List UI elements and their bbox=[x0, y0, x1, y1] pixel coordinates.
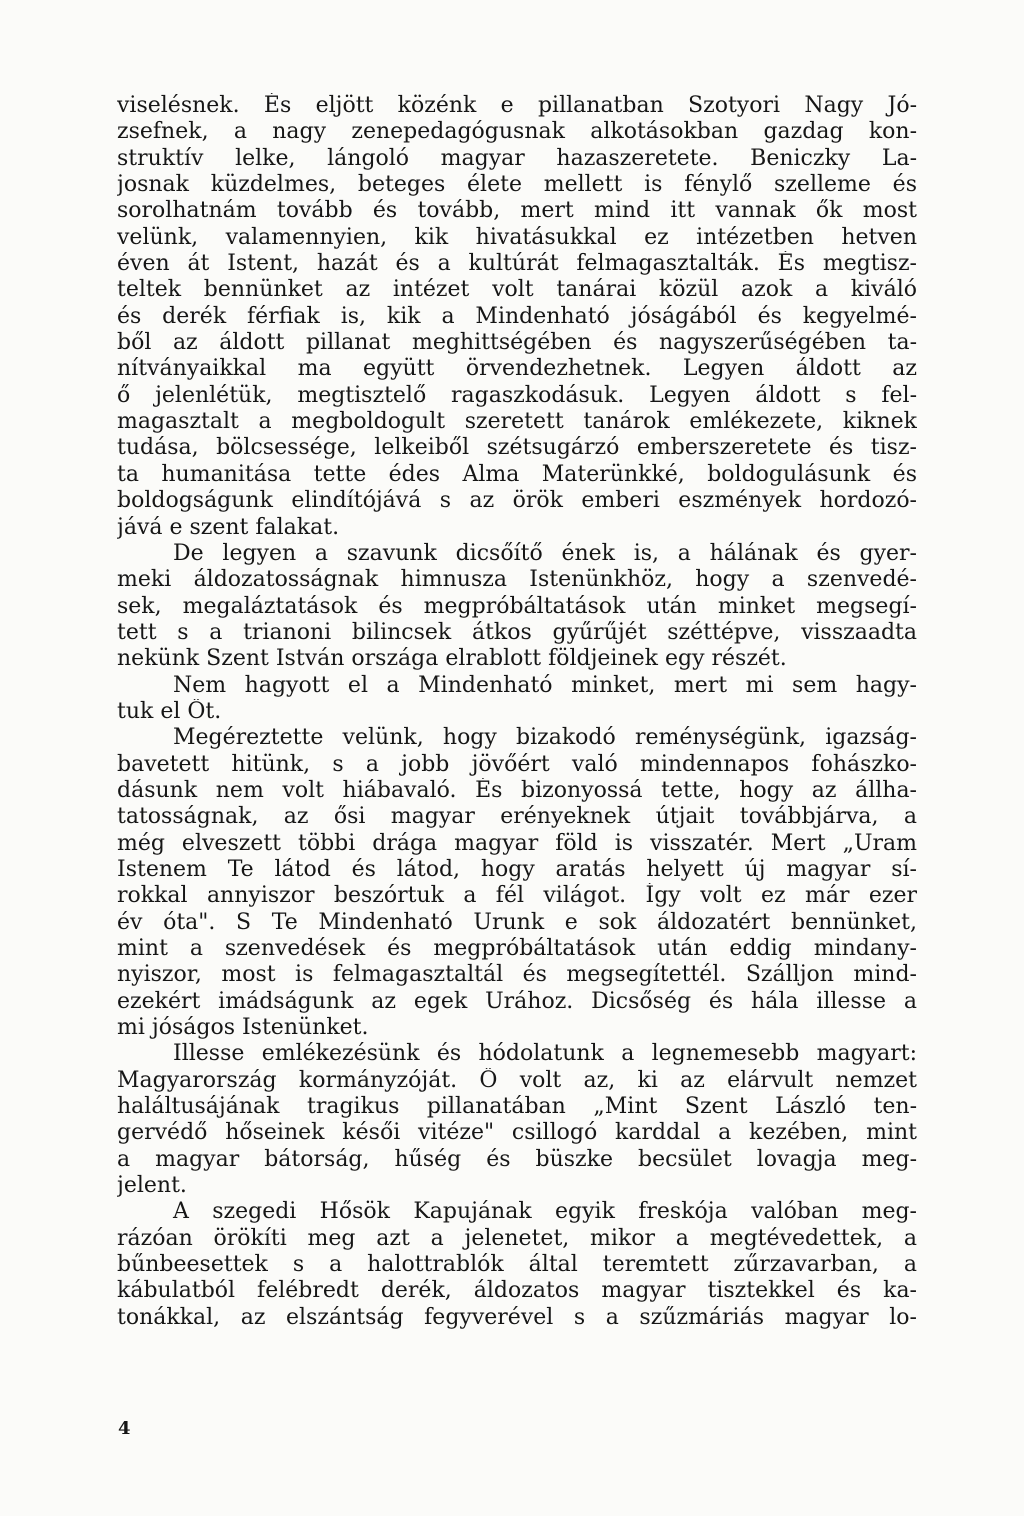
page-number: 4 bbox=[118, 1418, 131, 1439]
text-line: nítványaikkal ma együtt örvendezhetnek. Legyen áldott az bbox=[117, 356, 917, 382]
text-line: josnak küzdelmes, beteges élete mellett is fénylő szelleme és bbox=[117, 172, 917, 198]
text-line: sek, megaláztatások és megpróbáltatások után minket megsegí- bbox=[117, 593, 917, 619]
text-line: sorolhatnám tovább és tovább, mert mind itt vannak ők most bbox=[117, 198, 917, 224]
text-line: a magyar bátorság, hűség és büszke becsület lovagja meg- bbox=[117, 1146, 917, 1172]
paragraph-first-line: De legyen a szavunk dicsőítő ének is, a hálának és gyer- bbox=[173, 540, 917, 566]
text-line: mi jóságos Istenünket. bbox=[117, 1015, 369, 1041]
text-line: Istenem Te látod és látod, hogy aratás helyett új magyar sí- bbox=[117, 856, 917, 882]
text-line: ta humanitása tette édes Alma Materünkké, boldogulásunk és bbox=[117, 461, 917, 487]
text-line: velünk, valamennyien, kik hivatásukkal ez intézetben hetven bbox=[117, 224, 917, 250]
text-line: viselésnek. És eljött közénk e pillanatban Szotyori Nagy Jó- bbox=[117, 93, 917, 118]
text-line: bűnbeesettek s a halottrablók által teremtett zűrzavarban, a bbox=[117, 1252, 917, 1278]
text-line: jává e szent falakat. bbox=[117, 514, 340, 540]
paragraph-first-line: Nem hagyott el a Mindenható minket, mert mi sem hagy- bbox=[173, 672, 917, 698]
text-line: magasztalt a megboldogult szeretett tanárok emlékezete, kiknek bbox=[117, 409, 917, 435]
text-line: nekünk Szent István országa elrablott földjeinek egy részét. bbox=[117, 646, 787, 672]
text-line: gervédő hőseinek késői vitéze" csillogó karddal a kezében, mint bbox=[117, 1120, 917, 1146]
text-line: ből az áldott pillanat meghittségében és nagyszerűségében ta- bbox=[117, 330, 917, 356]
text-line: rázóan örökíti meg azt a jelenetet, mikor a megtévedettek, a bbox=[117, 1225, 917, 1251]
text-line: éven át Istent, hazát és a kultúrát felmagasztalták. És megtisz- bbox=[117, 251, 917, 277]
text-line: tonákkal, az elszántság fegyverével s a szűzmáriás magyar lo- bbox=[117, 1304, 917, 1330]
text-line: haláltusájának tragikus pillanatában „Mint Szent László ten- bbox=[117, 1094, 917, 1120]
body-text bbox=[117, 93, 917, 1331]
text-line: struktív lelke, lángoló magyar hazaszeretete. Beniczky La- bbox=[117, 145, 917, 171]
paragraph-first-line: Illesse emlékezésünk és hódolatunk a legnemesebb magyart: bbox=[173, 1041, 917, 1067]
text-line: meki áldozatosságnak himnusza Istenünkhöz, hogy a szenvedé- bbox=[117, 567, 917, 593]
text-line: tett s a trianoni bilincsek átkos gyűrűjét széttépve, visszaadta bbox=[117, 619, 917, 645]
text-line: nyiszor, most is felmagasztaltál és megsegítettél. Szálljon mind- bbox=[117, 962, 917, 988]
text-line: teltek bennünket az intézet volt tanárai közül azok a kiváló bbox=[117, 277, 917, 303]
text-line: boldogságunk elindítójává s az örök emberi eszmények hordozó- bbox=[117, 488, 917, 514]
text-line: ő jelenlétük, megtisztelő ragaszkodásuk. Legyen áldott s fel- bbox=[117, 382, 917, 408]
text-line: év óta". S Te Mindenható Urunk e sok áldozatért bennünket, bbox=[117, 909, 917, 935]
text-line: rokkal annyiszor beszórtuk a fél világot. Így volt ez már ezer bbox=[117, 883, 917, 909]
text-line: bavetett hitünk, s a jobb jövőért való mindennapos fohászko- bbox=[117, 751, 917, 777]
paragraph-first-line: A szegedi Hősök Kapujának egyik freskója valóban meg- bbox=[173, 1199, 917, 1225]
text-line: Magyarország kormányzóját. Ő volt az, ki az elárvult nemzet bbox=[117, 1067, 917, 1093]
text-line: mint a szenvedések és megpróbáltatások után eddig mindany- bbox=[117, 936, 917, 961]
text-line: dásunk nem volt hiábavaló. És bizonyossá tette, hogy az állha- bbox=[117, 777, 917, 803]
text-line: zsefnek, a nagy zenepedagógusnak alkotásokban gazdag kon- bbox=[117, 119, 917, 145]
text-line: jelent. bbox=[117, 1173, 187, 1199]
text-line: és derék férfiak is, kik a Mindenható jóságából és kegyelmé- bbox=[117, 303, 917, 329]
text-line: tatosságnak, az ősi magyar erényeknek útjait továbbjárva, a bbox=[117, 804, 917, 830]
text-line: kábulatból felébredt derék, áldozatos magyar tisztekkel és ka- bbox=[117, 1278, 917, 1304]
text-line: tuk el Őt. bbox=[117, 698, 222, 724]
text-line: tudása, bölcsessége, lelkeiből szétsugárzó emberszeretete és tisz- bbox=[117, 435, 917, 461]
text-line: ezekért imádságunk az egek Urához. Dicsőség és hála illesse a bbox=[117, 988, 917, 1014]
text-line: még elveszett többi drága magyar föld is visszatér. Mert „Uram bbox=[117, 830, 917, 856]
paragraph-first-line: Megéreztette velünk, hogy bizakodó reménységünk, igazság- bbox=[173, 725, 917, 751]
